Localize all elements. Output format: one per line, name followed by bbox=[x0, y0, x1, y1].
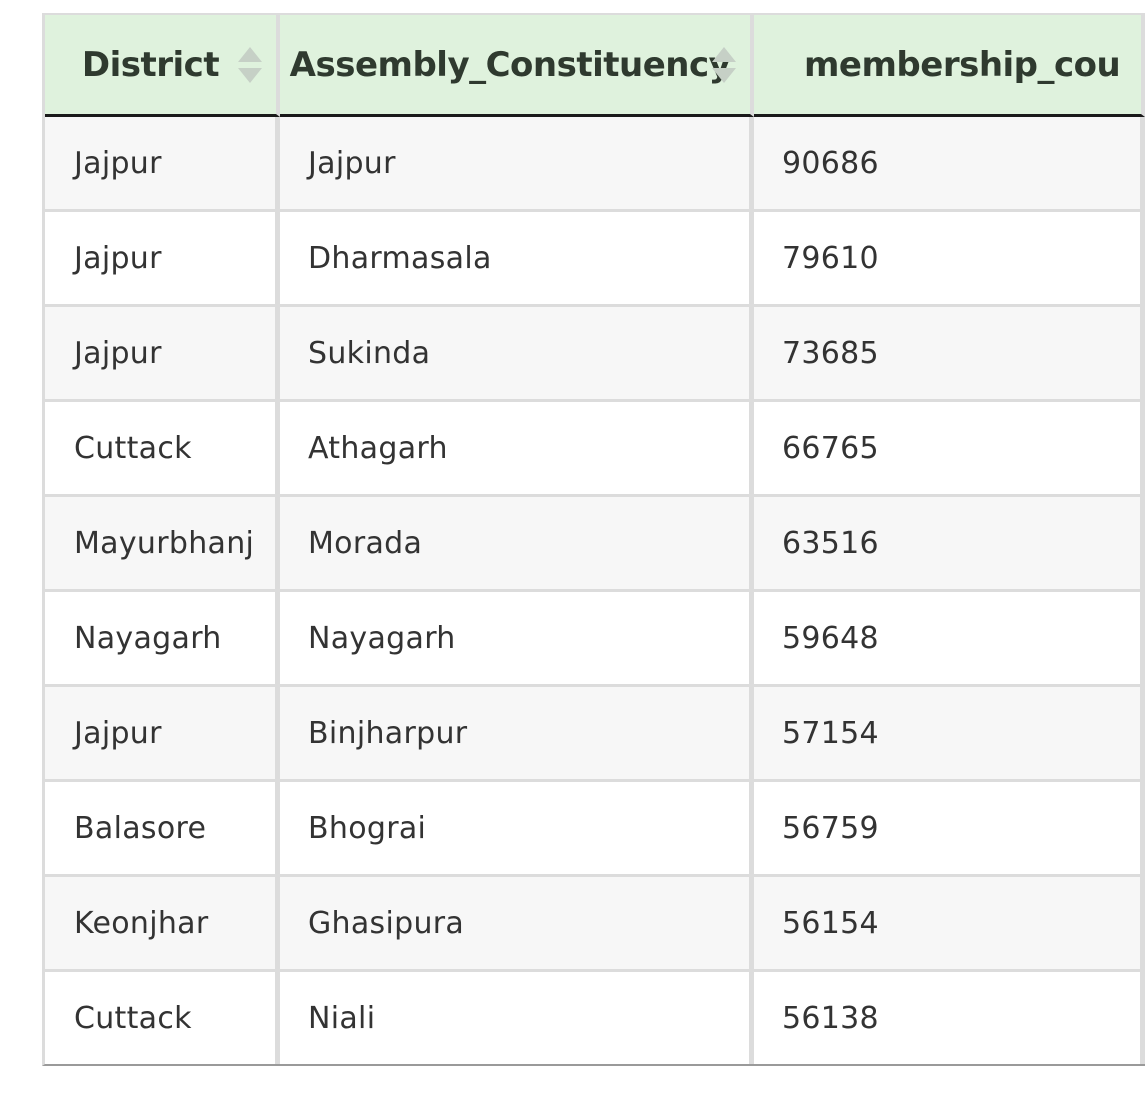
cell-membership-count: 56759 bbox=[754, 782, 1145, 877]
cell-assembly-constituency: Binjharpur bbox=[280, 687, 754, 782]
table-body bbox=[45, 117, 1145, 1064]
table-row[interactable] bbox=[45, 497, 1145, 592]
column-header-assembly-constituency[interactable] bbox=[280, 15, 754, 117]
cell-membership-count: 63516 bbox=[754, 497, 1145, 592]
membership-table bbox=[42, 13, 1145, 1066]
table-row[interactable] bbox=[45, 592, 1145, 687]
column-header-label: District bbox=[81, 44, 220, 85]
column-header-membership-count[interactable] bbox=[754, 15, 1145, 117]
table-row[interactable] bbox=[45, 687, 1145, 782]
table-row[interactable] bbox=[45, 782, 1145, 877]
cell-assembly-constituency: Dharmasala bbox=[280, 212, 754, 307]
cell-district: Cuttack bbox=[45, 402, 280, 497]
cell-membership-count: 66765 bbox=[754, 402, 1145, 497]
cell-district: Mayurbhanj bbox=[45, 497, 280, 592]
cell-assembly-constituency: Jajpur bbox=[280, 117, 754, 212]
cell-assembly-constituency: Athagarh bbox=[280, 402, 754, 497]
table-row[interactable] bbox=[45, 972, 1145, 1064]
cell-assembly-constituency: Morada bbox=[280, 497, 754, 592]
cell-assembly-constituency: Niali bbox=[280, 972, 754, 1064]
table-header bbox=[45, 15, 1145, 117]
sort-icon[interactable] bbox=[238, 47, 262, 87]
cell-district: Jajpur bbox=[45, 212, 280, 307]
table-row[interactable] bbox=[45, 117, 1145, 212]
cell-district: Cuttack bbox=[45, 972, 280, 1064]
cell-membership-count: 90686 bbox=[754, 117, 1145, 212]
cell-district: Jajpur bbox=[45, 687, 280, 782]
cell-membership-count: 56154 bbox=[754, 877, 1145, 972]
cell-membership-count: 79610 bbox=[754, 212, 1145, 307]
cell-district: Jajpur bbox=[45, 117, 280, 212]
cell-assembly-constituency: Sukinda bbox=[280, 307, 754, 402]
column-header-label: Assembly_Constituency bbox=[289, 44, 731, 85]
table-row[interactable] bbox=[45, 307, 1145, 402]
cell-district: Nayagarh bbox=[45, 592, 280, 687]
table-row[interactable] bbox=[45, 402, 1145, 497]
cell-assembly-constituency: Nayagarh bbox=[280, 592, 754, 687]
header-row bbox=[45, 15, 1145, 117]
column-header-label: membership_cou bbox=[804, 44, 1121, 85]
data-table-container bbox=[42, 13, 1142, 1066]
cell-district: Balasore bbox=[45, 782, 280, 877]
sort-icon[interactable] bbox=[712, 47, 736, 87]
cell-assembly-constituency: Ghasipura bbox=[280, 877, 754, 972]
cell-district: Keonjhar bbox=[45, 877, 280, 972]
cell-district: Jajpur bbox=[45, 307, 280, 402]
cell-membership-count: 57154 bbox=[754, 687, 1145, 782]
cell-membership-count: 73685 bbox=[754, 307, 1145, 402]
cell-assembly-constituency: Bhograi bbox=[280, 782, 754, 877]
table-row[interactable] bbox=[45, 212, 1145, 307]
column-header-district[interactable] bbox=[45, 15, 280, 117]
table-row[interactable] bbox=[45, 877, 1145, 972]
cell-membership-count: 59648 bbox=[754, 592, 1145, 687]
cell-membership-count: 56138 bbox=[754, 972, 1145, 1064]
